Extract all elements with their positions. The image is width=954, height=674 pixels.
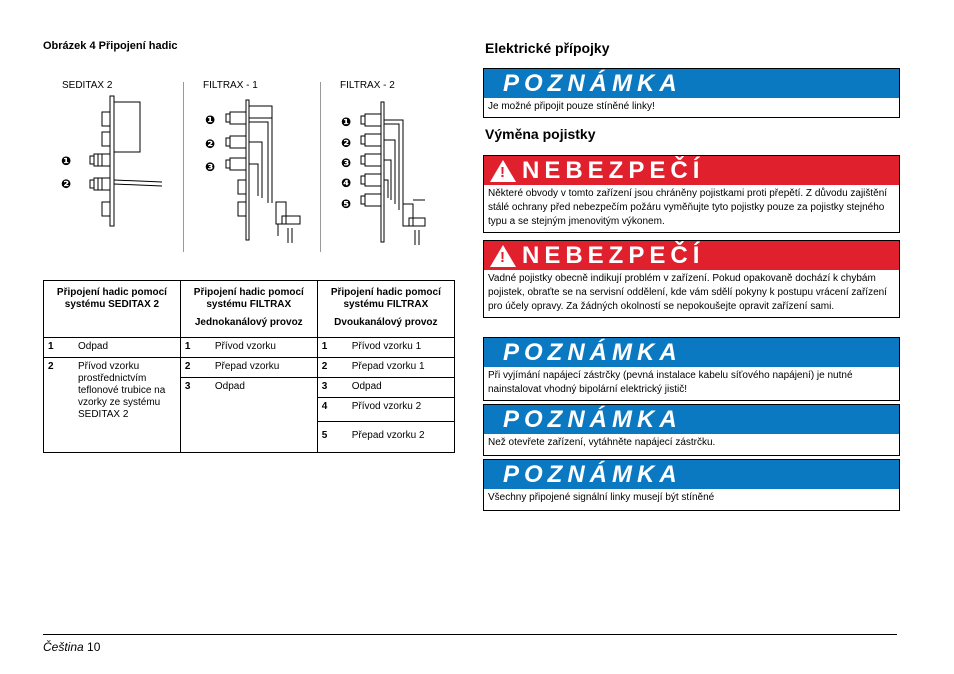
header-filtrax-single: Připojení hadic pomocí systému FILTRAX Jednokanálový provoz xyxy=(180,281,317,338)
marker-4: ❹ xyxy=(341,176,352,190)
marker-3: ❸ xyxy=(341,156,352,170)
note-text: Při vyjímání napájecí zástrčky (pevná instalace kabelu síťového napájení) je nutné nainstalovat vhodný bipolární elektrický jistič! xyxy=(488,370,853,395)
note-text: Všechny připojené signální linky musejí být stíněné xyxy=(488,492,715,503)
note-box xyxy=(483,337,900,401)
danger-band xyxy=(484,241,899,270)
warning-icon: ! xyxy=(490,160,516,182)
marker-2: ❷ xyxy=(341,136,352,150)
note-title: POZNÁMKA xyxy=(484,405,899,434)
figure-divider xyxy=(183,82,184,252)
danger-box xyxy=(483,155,900,233)
marker-2: ❷ xyxy=(61,177,72,191)
marker-3: ❸ xyxy=(205,160,216,174)
footer xyxy=(43,640,100,654)
note-box xyxy=(483,459,900,511)
col-filtrax-dual: 1 Přívod vzorku 1 2 Přepad vzorku 1 3 Odpad 4 Přívod vzorku 2 5 Přepad vzorku 2 xyxy=(317,338,454,453)
marker-1: ❶ xyxy=(205,113,216,127)
col-filtrax-single: 1 Přívod vzorku 2 Přepad vzorku 3 Odpad xyxy=(180,338,317,453)
label-filtrax2: FILTRAX - 2 xyxy=(340,80,395,91)
col-seditax2: 1 Odpad 2 Přívod vzorku prostřednictvím teflonové trubice na vzorky ze systému SEDITAX 2 xyxy=(44,338,181,453)
footer-rule xyxy=(43,634,897,635)
warning-icon: ! xyxy=(490,245,516,267)
note-box xyxy=(483,404,900,456)
note-title: POZNÁMKA xyxy=(484,460,899,489)
danger-band xyxy=(484,156,899,185)
note-box xyxy=(483,68,900,118)
danger-text: Některé obvody v tomto zařízení jsou chráněny pojistkami proti přepětí. Z důvodu zajištění stálé ochrany před nebezpečím požáru vyměňujte tyto pojistky pouze za pojistky stejného typu a se stejným jmenovitým výkonem. xyxy=(488,188,888,227)
note-title: POZNÁMKA xyxy=(484,69,899,98)
note-text: Než otevřete zařízení, vytáhněte napájecí zástrčku. xyxy=(488,437,716,448)
seditax2-drawing xyxy=(80,92,180,232)
filtrax1-drawing xyxy=(220,98,320,248)
connection-table xyxy=(43,280,455,453)
page-number: 10 xyxy=(87,640,101,654)
danger-text: Vadné pojistky obecně indikují problém v zařízení. Pokud opakovaně dochází k chybám pojistek, obraťte se na servisní oddělení, kde vám sdělí pokyny k postupu vrácení zařízení pro účely opravy. Za žádných okolností se nepokoušejte opravit zařízení sami. xyxy=(488,273,887,312)
label-filtrax1: FILTRAX - 1 xyxy=(203,80,258,91)
label-seditax2: SEDITAX 2 xyxy=(62,80,113,91)
figure-divider xyxy=(320,82,321,252)
danger-box xyxy=(483,240,900,318)
header-seditax2: Připojení hadic pomocí systému SEDITAX 2 xyxy=(44,281,181,338)
danger-title: NEBEZPEČÍ xyxy=(522,241,705,269)
note-title: POZNÁMKA xyxy=(484,338,899,367)
heading-electrical: Elektrické přípojky xyxy=(485,40,610,56)
note-text: Je možné připojit pouze stíněné linky! xyxy=(488,101,655,112)
marker-1: ❶ xyxy=(341,115,352,129)
marker-1: ❶ xyxy=(61,154,72,168)
footer-language: Čeština xyxy=(43,640,84,654)
figure-title: Obrázek 4 Připojení hadic xyxy=(43,40,178,52)
danger-title: NEBEZPEČÍ xyxy=(522,156,705,184)
marker-5: ❺ xyxy=(341,197,352,211)
header-filtrax-dual: Připojení hadic pomocí systému FILTRAX Dvoukanálový provoz xyxy=(317,281,454,338)
marker-2: ❷ xyxy=(205,137,216,151)
filtrax2-drawing xyxy=(355,100,455,250)
heading-fuse: Výměna pojistky xyxy=(485,126,596,142)
